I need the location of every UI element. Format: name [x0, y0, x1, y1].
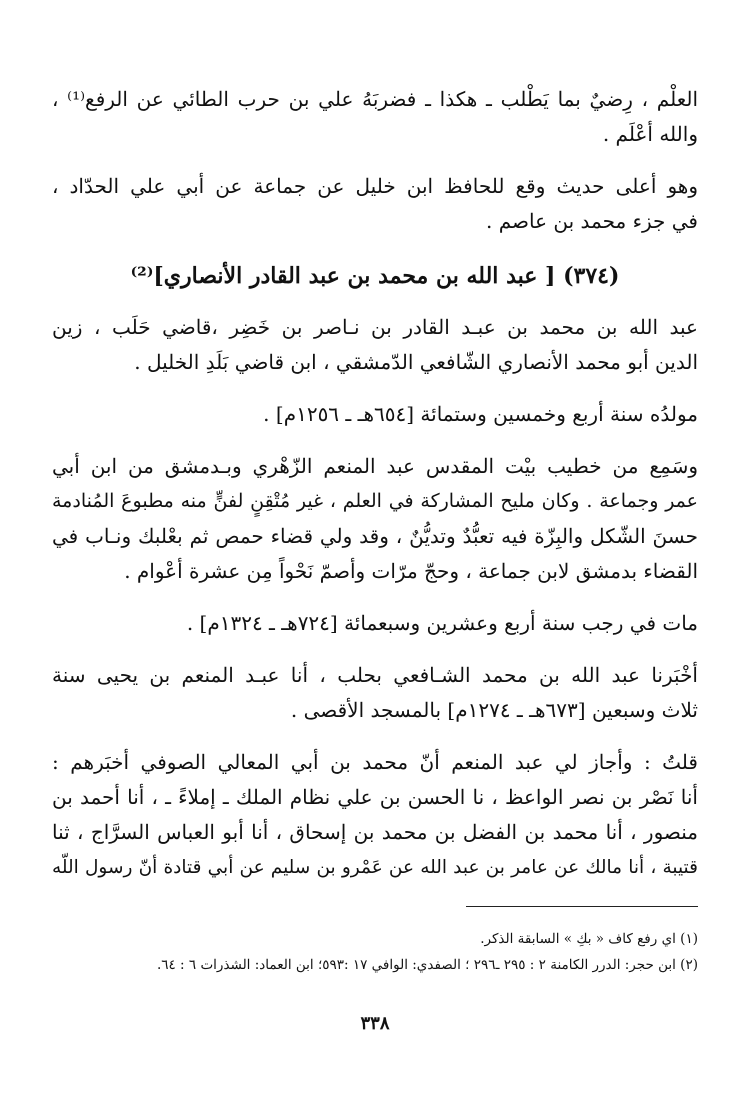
paragraph-4: [52, 397, 698, 432]
text-line: حسنَ الشّكل والبِزّة فيه تعبُّدٌ وتديُّنٌ ، وقد ولي قضاء حمص ثم بعْلبك ونـاب في: [52, 524, 698, 548]
text-line: أخْبَرنا عبد الله بن محمد الشـافعي بحلب ، أنا عبـد المنعم بن يحيى سنة: [52, 663, 698, 687]
text-line: وهو أعلى حديث وقع للحافظ ابن خليل عن جماعة عن أبي علي الحدّاد ،: [52, 174, 698, 198]
text-line: وسَمِع من خطيب بيْت المقدس عبد المنعم الزّهْري وبـدمشق من ابن أبي: [52, 454, 698, 478]
text-line: عبد الله بن محمد بن عبـد القادر بن نـاصر بن خَضِر ،قاضي حَلَب ، زين: [52, 315, 698, 339]
paragraph-6: [52, 606, 698, 641]
text-line: عمر وجماعة . وكان مليح المشاركة في العلم ، غير مُتْقِنٍ لفنٍّ منه مطبوعَ المُنادمة: [52, 490, 698, 512]
footnote-1: (١) اي رفع كاف « بكِ » السابقة الذكر.: [480, 931, 698, 947]
paragraph-8: [52, 745, 698, 885]
entry-heading: (٣٧٤) [ عبد الله بن محمد بن عبد القادر الأنصاري]⁽²⁾: [130, 263, 620, 289]
paragraph-7: [52, 658, 698, 728]
text-line: قلتُ : وأجاز لي عبد المنعم أنّ محمد بن أبي المعالي الصوفي أخبَرهم :: [52, 750, 698, 774]
text-line: العلْم ، رِضيٌ بما يَطْلب ـ هكذا ـ فضربَهُ علي بن حرب الطائي عن الرفع⁽¹⁾ ،: [52, 87, 699, 111]
footnote-divider: [466, 906, 698, 907]
text-line: ثلاث وسبعين [٦٧٣هـ ـ ١٢٧٤م] بالمسجد الأقصى .: [290, 698, 698, 722]
text-line: مولدُه سنة أربع وخمسين وستمائة [٦٥٤هـ ـ ١٢٥٦م] .: [263, 402, 698, 426]
text-line: والله أعْلَم .: [602, 122, 698, 146]
paragraph-5: [52, 449, 698, 589]
paragraph-2: [52, 169, 698, 239]
footnote-2: (٢) ابن حجر: الدرر الكامنة ٢ : ٢٩٥ ـ٢٩٦ ؛ الصفدي: الوافي ١٧ :٥٩٣؛ ابن العماد: الشذرات ٦ : ٦٤.: [156, 957, 698, 973]
page-number: ٣٣٨: [360, 1013, 390, 1034]
text-line: قتيبة ، أنا مالك عن عامر بن عبد الله عن عَمْرو بن سليم عن أبي قتادة أنّ رسول اللّه: [52, 857, 698, 878]
text-line: القضاء بدمشق لابن جماعة ، وحجّ مرّات وأصمّ نَحْواً مِن عشرة أعْوام .: [124, 559, 698, 583]
text-line: الدين أبو محمد الأنصاري الشّافعي الدّمشقي ، ابن قاضي بَلَدِ الخليل .: [134, 350, 698, 374]
text-line: منصور ، أنا محمد بن الفضل بن محمد بن إسحاق ، أنا أبو العباس السرَّاج ، ثنا: [52, 820, 698, 844]
paragraph-1: [52, 82, 698, 152]
page-body: [52, 82, 698, 902]
footnotes: [52, 926, 698, 978]
text-line: مات في رجب سنة أربع وعشرين وسبعمائة [٧٢٤هـ ـ ١٣٢٤م] .: [186, 611, 698, 635]
text-line: في جزء محمد بن عاصم .: [486, 209, 698, 233]
text-line: أنا نَصْر بن نصر الواعظ ، نا الحسن بن علي نظام الملك ـ إملاءً ـ ، أنا أحمد بن: [52, 785, 698, 809]
paragraph-3: [52, 310, 698, 380]
